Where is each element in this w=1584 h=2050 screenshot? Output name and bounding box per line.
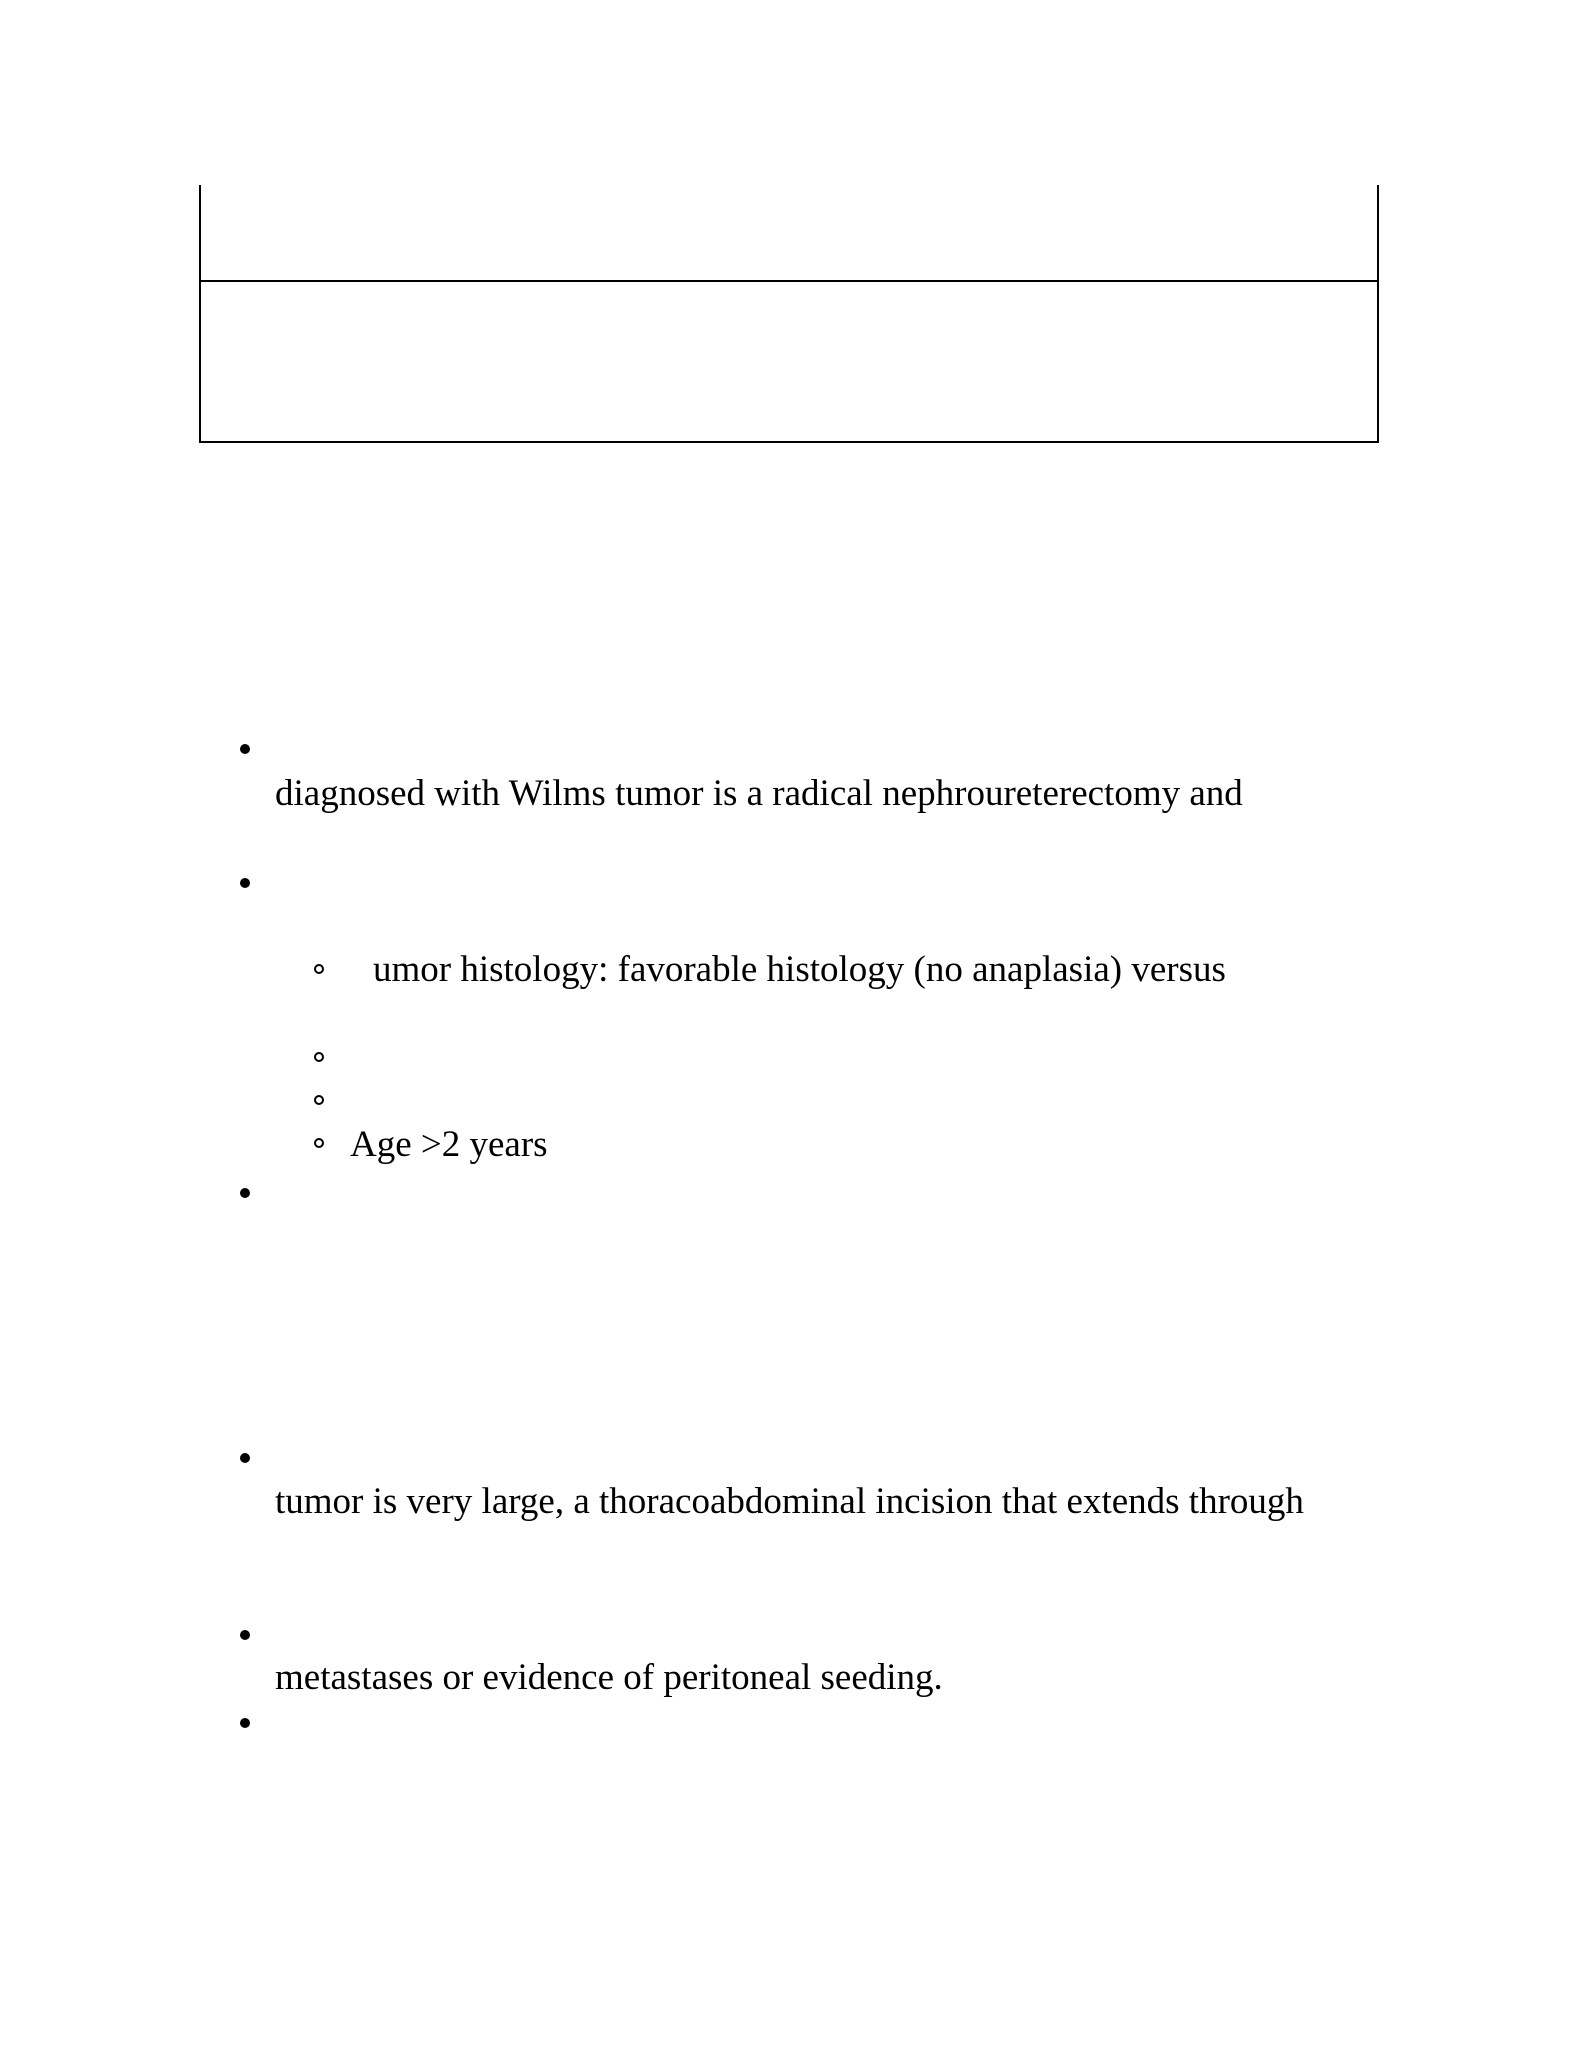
- list-item-text: diagnosed with Wilms tumor is a radical nephroureterectomy and: [275, 773, 1243, 814]
- sub-list-item-text: Age >2 years: [350, 1124, 548, 1165]
- sub-bullet-marker: [314, 1138, 324, 1148]
- sub-bullet-marker: [314, 1095, 324, 1105]
- sub-bullet-marker: [314, 1052, 324, 1062]
- bullet-marker: [240, 1453, 250, 1463]
- bullet-marker: [240, 1188, 250, 1198]
- table-fragment: [199, 185, 1379, 443]
- table-border-bottom: [199, 441, 1379, 443]
- list-item-text: metastases or evidence of peritoneal seeding.: [275, 1657, 943, 1698]
- bullet-marker: [240, 1630, 250, 1640]
- table-border-left: [199, 185, 201, 443]
- list-item-text: tumor is very large, a thoracoabdominal incision that extends through: [275, 1481, 1304, 1522]
- table-border-right: [1377, 185, 1379, 443]
- table-row-divider: [199, 280, 1379, 282]
- bullet-marker: [240, 1718, 250, 1728]
- sub-bullet-marker: [314, 964, 324, 974]
- bullet-marker: [240, 878, 250, 888]
- bullet-marker: [240, 744, 250, 754]
- sub-list-item-text: umor histology: favorable histology (no anaplasia) versus: [373, 949, 1226, 990]
